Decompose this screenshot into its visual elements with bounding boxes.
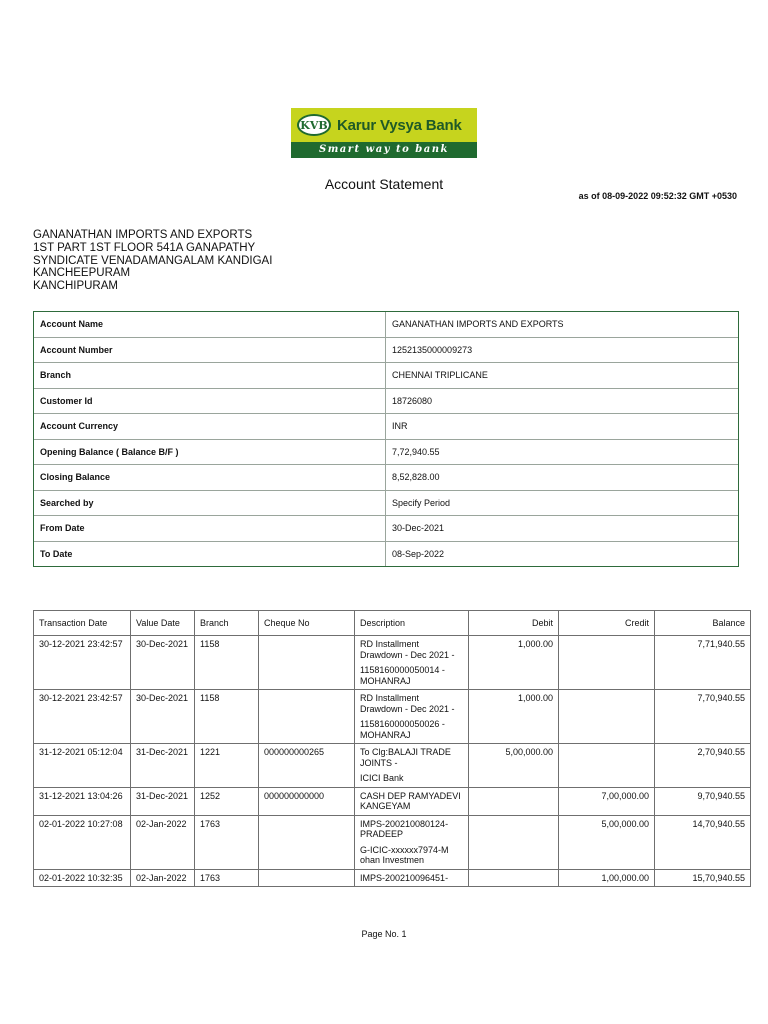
description-line: IMPS-200210080124-PRADEEP — [360, 818, 449, 839]
credit-amount — [559, 690, 655, 744]
transaction-date: 31-12-2021 05:12:04 — [34, 744, 131, 788]
description-line: ICICI Bank — [360, 773, 404, 783]
transaction-date: 02-01-2022 10:27:08 — [34, 815, 131, 869]
description-line: 1158160000050014 - MOHANRAJ — [360, 665, 445, 686]
bank-tagline: Smart way to bank — [291, 142, 477, 158]
debit-amount — [469, 869, 559, 887]
col-balance: Balance — [655, 611, 751, 636]
credit-amount: 7,00,000.00 — [559, 787, 655, 815]
info-label: Searched by — [34, 491, 386, 516]
transaction-date: 30-12-2021 23:42:57 — [34, 636, 131, 690]
cheque-no — [259, 869, 355, 887]
info-label: To Date — [34, 542, 386, 567]
account-info-row — [34, 542, 738, 567]
description — [355, 869, 469, 887]
col-branch: Branch — [195, 611, 259, 636]
transaction-date: 31-12-2021 13:04:26 — [34, 787, 131, 815]
cheque-no — [259, 815, 355, 869]
info-value: 30-Dec-2021 — [392, 523, 445, 534]
col-transaction-date: Transaction Date — [34, 611, 131, 636]
value-date: 30-Dec-2021 — [131, 690, 195, 744]
info-value: 7,72,940.55 — [392, 446, 440, 457]
info-value: 8,52,828.00 — [392, 472, 440, 483]
bank-name: Karur Vysya Bank — [337, 116, 462, 134]
description-line: G-ICIC-xxxxxx7974-M ohan Investmen — [360, 844, 449, 865]
col-credit: Credit — [559, 611, 655, 636]
table-row — [34, 815, 751, 869]
debit-amount: 1,000.00 — [469, 636, 559, 690]
branch-code: 1763 — [195, 869, 259, 887]
description — [355, 690, 469, 744]
info-value: Specify Period — [392, 497, 451, 508]
description-line: RD Installment Drawdown - Dec 2021 - — [360, 639, 455, 660]
kvb-seal-icon: KVB — [297, 114, 331, 136]
info-value: GANANATHAN IMPORTS AND EXPORTS — [392, 319, 564, 330]
value-date: 02-Jan-2022 — [131, 815, 195, 869]
balance-amount: 9,70,940.55 — [655, 787, 751, 815]
branch-code: 1158 — [195, 636, 259, 690]
transaction-date: 30-12-2021 23:42:57 — [34, 690, 131, 744]
balance-amount: 2,70,940.55 — [655, 744, 751, 788]
description-line: RD Installment Drawdown - Dec 2021 - — [360, 693, 455, 714]
col-cheque-no: Cheque No — [259, 611, 355, 636]
cheque-no: 000000000000 — [259, 787, 355, 815]
description — [355, 744, 469, 788]
address-line: 1ST PART 1ST FLOOR 541A GANAPATHY — [33, 241, 256, 254]
balance-amount: 14,70,940.55 — [655, 815, 751, 869]
account-info-row — [34, 491, 738, 517]
table-row — [34, 869, 751, 887]
col-description: Description — [355, 611, 469, 636]
info-label: Branch — [34, 363, 386, 388]
address-line: SYNDICATE VENADAMANGALAM KANDIGAI — [33, 254, 273, 267]
cheque-no: 000000000265 — [259, 744, 355, 788]
value-date: 31-Dec-2021 — [131, 744, 195, 788]
branch-code: 1221 — [195, 744, 259, 788]
debit-amount: 5,00,000.00 — [469, 744, 559, 788]
credit-amount: 1,00,000.00 — [559, 869, 655, 887]
info-value: CHENNAI TRIPLICANE — [392, 370, 488, 381]
info-value: 08-Sep-2022 — [392, 548, 445, 559]
cheque-no — [259, 636, 355, 690]
account-info-row — [34, 338, 738, 364]
description-line: IMPS-200210096451- — [360, 872, 449, 883]
address-line: GANANATHAN IMPORTS AND EXPORTS — [33, 229, 253, 241]
credit-amount: 5,00,000.00 — [559, 815, 655, 869]
table-row — [34, 787, 751, 815]
branch-code: 1158 — [195, 690, 259, 744]
account-info-row — [34, 312, 738, 338]
balance-amount: 7,70,940.55 — [655, 690, 751, 744]
value-date: 30-Dec-2021 — [131, 636, 195, 690]
description-line: CASH DEP RAMYADEVI KANGEYAM — [360, 790, 461, 811]
address-line: KANCHEEPURAM — [33, 267, 131, 280]
transaction-date: 02-01-2022 10:32:35 — [34, 869, 131, 887]
transactions-table — [33, 610, 751, 887]
cheque-no — [259, 690, 355, 744]
customer-address — [33, 229, 272, 293]
info-label: Account Number — [34, 338, 386, 363]
info-label: Closing Balance — [34, 465, 386, 490]
description — [355, 636, 469, 690]
value-date: 31-Dec-2021 — [131, 787, 195, 815]
account-info-row — [34, 440, 738, 466]
debit-amount: 1,000.00 — [469, 690, 559, 744]
table-row — [34, 690, 751, 744]
debit-amount — [469, 815, 559, 869]
address-line: KANCHIPURAM — [33, 280, 118, 293]
col-debit: Debit — [469, 611, 559, 636]
account-info-row — [34, 389, 738, 415]
account-info-row — [34, 414, 738, 440]
account-info-table — [33, 311, 739, 567]
info-label: Account Name — [34, 312, 386, 337]
table-row — [34, 744, 751, 788]
info-value: 1252135000009273 — [392, 344, 473, 355]
page-number: Page No. 1 — [361, 929, 407, 939]
branch-code: 1252 — [195, 787, 259, 815]
statement-timestamp: as of 08-09-2022 09:52:32 GMT +0530 — [578, 191, 737, 201]
info-label: Customer Id — [34, 389, 386, 414]
description-line: 1158160000050026 - MOHANRAJ — [360, 719, 445, 740]
account-info-row — [34, 465, 738, 491]
account-info-row — [34, 363, 738, 389]
credit-amount — [559, 744, 655, 788]
description-line: To Clg:BALAJI TRADE JOINTS - — [360, 747, 451, 768]
description — [355, 815, 469, 869]
transactions-header-row — [34, 611, 751, 636]
info-label: Account Currency — [34, 414, 386, 439]
value-date: 02-Jan-2022 — [131, 869, 195, 887]
bank-logo — [291, 108, 477, 158]
account-info-row — [34, 516, 738, 542]
info-label: From Date — [34, 516, 386, 541]
col-value-date: Value Date — [131, 611, 195, 636]
branch-code: 1763 — [195, 815, 259, 869]
description — [355, 787, 469, 815]
table-row — [34, 636, 751, 690]
credit-amount — [559, 636, 655, 690]
info-value: 18726080 — [392, 395, 433, 406]
page-title: Account Statement — [324, 176, 444, 192]
debit-amount — [469, 787, 559, 815]
info-value: INR — [392, 421, 408, 432]
balance-amount: 15,70,940.55 — [655, 869, 751, 887]
info-label: Opening Balance ( Balance B/F ) — [34, 440, 386, 465]
balance-amount: 7,71,940.55 — [655, 636, 751, 690]
